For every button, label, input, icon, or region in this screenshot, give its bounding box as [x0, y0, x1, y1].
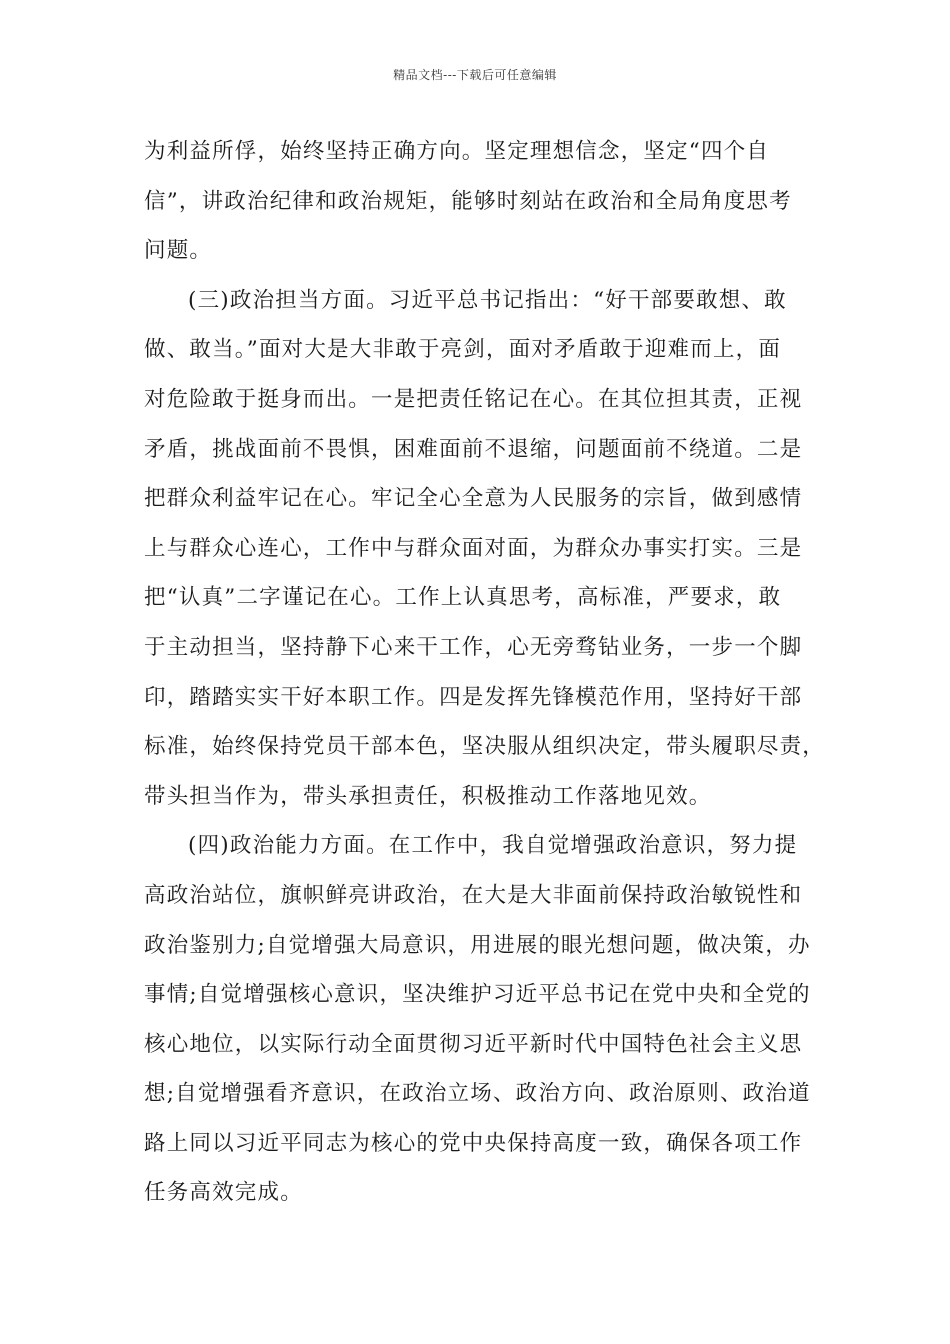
text-line: 矛盾，挑战面前不畏惧，困难面前不退缩，问题面前不绕道。二是 [144, 436, 803, 462]
text-line: 想;自觉增强看齐意识，在政治立场、政治方向、政治原则、政治道 [144, 1081, 811, 1107]
text-line: 上与群众心连心，工作中与群众面对面，为群众办事实打实。三是 [144, 535, 803, 561]
text-line: 把“认真”二字谨记在心。工作上认真思考，高标准，严要求，敢 [144, 585, 782, 611]
text-line: 对危险敢于挺身而出。一是把责任铭记在心。在其位担其责，正视 [144, 386, 803, 412]
paragraph-start-line: (四)政治能力方面。在工作中，我自觉增强政治意识，努力提 [188, 833, 798, 859]
text-line: 带头担当作为，带头承担责任，积极推动工作落地见效。 [144, 783, 712, 809]
text-line: 事情;自觉增强核心意识，坚决维护习近平总书记在党中央和全党的 [144, 982, 811, 1008]
text-line: 核心地位，以实际行动全面贯彻习近平新时代中国特色社会主义思 [144, 1031, 803, 1057]
text-line: 为利益所俘，始终坚持正确方向。坚定理想信念，坚定“四个自 [144, 139, 770, 164]
page-header: 精品文档---下载后可任意编辑 [393, 68, 557, 82]
text-line: 于主动担当，坚持静下心来干工作，心无旁骛钻业务，一步一个脚 [144, 634, 803, 660]
paragraph-start-line: (三)政治担当方面。习近平总书记指出：“好干部要敢想、敢 [188, 287, 787, 313]
text-line: 把群众利益牢记在心。牢记全心全意为人民服务的宗旨，做到感情 [144, 486, 803, 512]
text-line: 高政治站位，旗帜鲜亮讲政治，在大是大非面前保持政治敏锐性和 [144, 882, 803, 908]
text-line: 标准，始终保持党员干部本色，坚决服从组织决定，带头履职尽责， [144, 734, 826, 760]
text-line: 任务高效完成。 [144, 1180, 303, 1206]
text-line: 问题。 [144, 238, 213, 264]
document-body [144, 127, 824, 1218]
text-line: 路上同以习近平同志为核心的党中央保持高度一致，确保各项工作 [144, 1130, 803, 1156]
text-line: 印，踏踏实实干好本职工作。四是发挥先锋模范作用，坚持好干部 [144, 684, 803, 710]
text-line: 政治鉴别力;自觉增强大局意识，用进展的眼光想问题，做决策，办 [144, 932, 811, 958]
text-line: 做、敢当。”面对大是大非敢于亮剑，面对矛盾敢于迎难而上，面 [144, 337, 782, 363]
text-line: 信”，讲政治纪律和政治规矩，能够时刻站在政治和全局角度思考 [144, 188, 792, 214]
